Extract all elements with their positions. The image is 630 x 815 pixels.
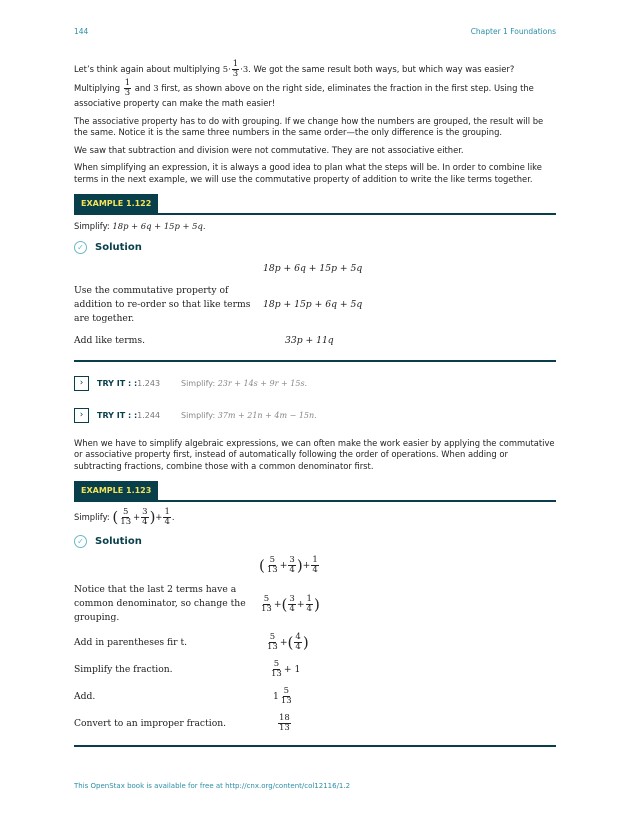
example-label: EXAMPLE 1.122 — [74, 194, 158, 213]
example-1-123 — [74, 478, 556, 747]
fraction: $\frac{1}{3}$ — [232, 59, 239, 79]
chevron-right-icon[interactable]: › — [74, 408, 89, 423]
step-row: Add like terms. 33p + 11q — [74, 334, 334, 346]
step-row: Add in parentheses fir t. $\frac{5}{13}$ +( $\frac{4}{4}$ ) — [74, 632, 309, 652]
middle-paragraph: When we have to simplify algebraic expressions, we can often make the work easier by applying the commutative or associative property first, instead of automatically following the order of operations. When adding or subtracting fractions, combine those with a common denominator first. — [74, 437, 555, 471]
example-label: EXAMPLE 1.123 — [74, 481, 158, 500]
solution-heading: ✓ Solution — [74, 535, 556, 548]
page-number: 144 — [74, 27, 89, 36]
chevron-right-icon[interactable]: › — [74, 376, 89, 391]
example-prompt: Simplify: ( $\frac{5}{13}$ + $\frac{3}{4}$ )+ $\frac{1}{4}$ . — [74, 507, 175, 527]
example-prompt: Simplify: 18p + 6q + 15p + 5q. — [74, 221, 206, 231]
fraction: $\frac{1}{3}$ — [124, 78, 131, 98]
intro-paragraph-3: We saw that subtraction and division were not commutative. They are not associative either. — [74, 144, 464, 155]
try-it-1-244: › TRY IT : :1.244 Simplify: 37m + 21n + 4m − 15n. — [74, 406, 556, 426]
try-it-1-243: › TRY IT : :1.243 Simplify: 23r + 14s + 9r + 15s. — [74, 374, 556, 394]
intro-paragraph-1: Let’s think again about multiplying 5· $\frac{1}{3}$ ·3. We got the same result both ways, but which way was easier? Multiplying $\frac{1}{3}$ and 3 first, as shown above on the right side, eliminates the fraction in the first step. Using the associative property can make the math easier! — [74, 59, 534, 108]
example-rule — [74, 500, 556, 502]
step-row: Convert to an improper fraction. $\frac{18}{13}$ — [74, 713, 290, 733]
step-row: 18p + 6q + 15p + 5q — [263, 262, 363, 274]
example-1-122 — [74, 191, 556, 362]
check-circle-icon: ✓ — [74, 535, 87, 548]
example-rule — [74, 213, 556, 215]
solution-steps — [74, 552, 556, 737]
step-row: ( $\frac{5}{13}$ + $\frac{3}{4}$ )+ $\frac{1}{4}$ — [259, 555, 318, 575]
check-circle-icon: ✓ — [74, 241, 87, 254]
step-row: Use the commutative property of addition to re-order so that like terms are together. 18p + 15p + 6q + 5q — [74, 284, 363, 324]
example-end-rule — [74, 745, 556, 747]
page-footer[interactable]: This OpenStax book is available for free at http://cnx.org/content/col12116/1.2 — [74, 782, 351, 790]
step-row: Notice that the last 2 terms have a common denominator, so change the grouping. $\frac{5}{13}$ +( $\frac{3}{4}$ + $\frac{1}{4}$ ) — [74, 584, 320, 623]
intro-paragraph-4: When simplifying an expression, it is always a good idea to plan what the steps will be. In order to combine like terms in the next example, we will use the commutative property of addition to write the like terms together. — [74, 162, 542, 184]
example-end-rule — [74, 360, 556, 362]
intro-paragraph-2: The associative property has to do with grouping. If we change how the numbers are grouped, the result will be the same. Notice it is the same three numbers in the same order—the only difference is the grouping. — [74, 115, 544, 137]
step-row: Simplify the fraction. $\frac{5}{13}$ + 1 — [74, 659, 301, 679]
step-row: Add. 1 $\frac{5}{13}$ — [74, 686, 292, 706]
solution-steps — [74, 258, 556, 352]
main-content — [74, 60, 556, 747]
solution-heading: ✓ Solution — [74, 241, 556, 254]
chapter-title: Chapter 1 Foundations — [470, 27, 556, 36]
